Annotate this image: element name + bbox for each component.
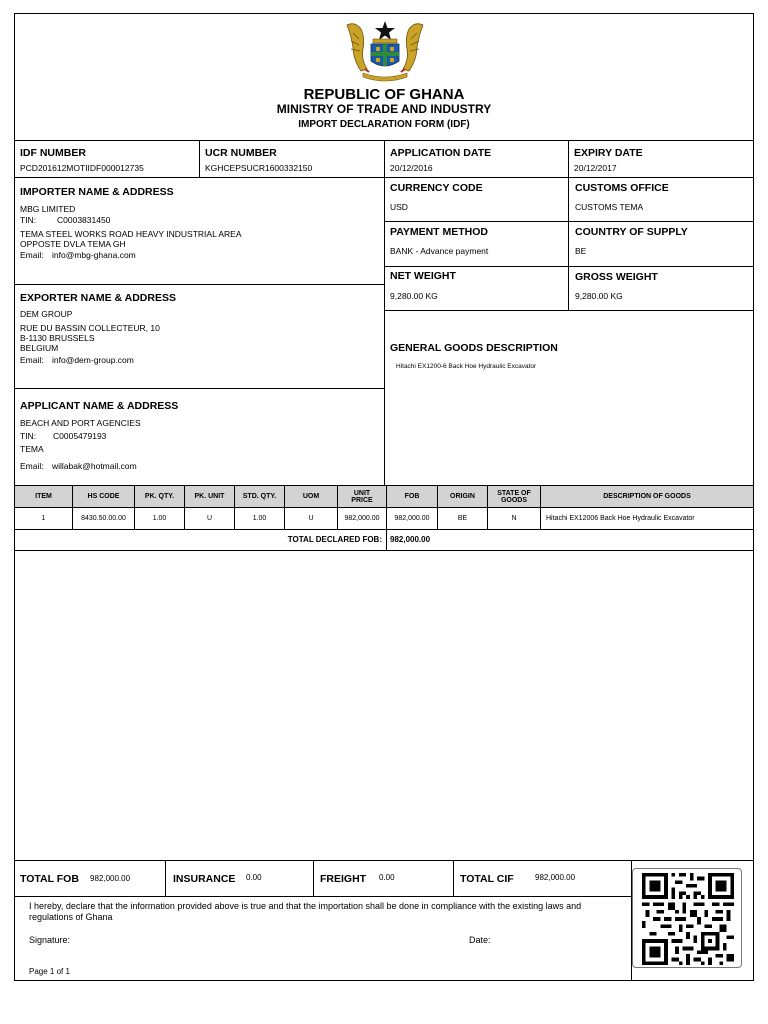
ministry-title: MINISTRY OF TRADE AND INDUSTRY xyxy=(276,102,492,116)
col-header-unit-price: UNIT PRICE xyxy=(351,489,373,504)
cell-unit-price: 982,000.00 xyxy=(344,515,380,522)
cell-pk-unit: U xyxy=(206,515,213,522)
ucr-number-value: KGHCEPSUCR1600332150 xyxy=(205,163,313,173)
goods-description-label: GENERAL GOODS DESCRIPTION xyxy=(390,342,558,354)
signature-label: Signature: xyxy=(29,935,71,945)
applicant-address-line1: TEMA xyxy=(20,444,44,454)
idf-number-value: PCD201612MOTIIDF000012735 xyxy=(20,163,144,173)
net-weight-value: 9,280.00 KG xyxy=(390,291,438,301)
country-of-supply-label: COUNTRY OF SUPPLY xyxy=(575,226,688,238)
col-header-fob: FOB xyxy=(404,493,420,501)
importer-address-line2: OPPOSTE DVLA TEMA GH xyxy=(20,239,126,249)
date-label: Date: xyxy=(469,935,491,945)
ucr-number-label: UCR NUMBER xyxy=(205,147,277,159)
col-header-item: ITEM xyxy=(35,493,52,501)
importer-label: IMPORTER NAME & ADDRESS xyxy=(20,186,174,198)
net-weight-label: NET WEIGHT xyxy=(390,270,456,282)
page-number: Page 1 of 1 xyxy=(29,967,70,976)
expiry-date-value: 20/12/2017 xyxy=(574,163,617,173)
qr-code-frame xyxy=(632,868,742,968)
applicant-name: BEACH AND PORT AGENCIES xyxy=(20,418,141,428)
col-header-uom: UOM xyxy=(302,493,320,501)
expiry-date-label: EXPIRY DATE xyxy=(574,147,643,159)
form-title: IMPORT DECLARATION FORM (IDF) xyxy=(298,119,470,130)
col-header-pk-qty: PK. QTY. xyxy=(144,493,175,501)
total-fob-label: TOTAL FOB xyxy=(20,873,79,885)
exporter-email-label: Email: xyxy=(20,355,44,365)
applicant-tin: C0005479193 xyxy=(53,431,107,441)
exporter-address-line2: B-1130 BRUSSELS xyxy=(20,333,95,343)
cell-hs-code: 8430.50.00.00 xyxy=(81,515,126,522)
applicant-email: willabak@hotmail.com xyxy=(52,461,137,471)
col-header-hs-code: HS CODE xyxy=(87,493,120,501)
customs-office-label: CUSTOMS OFFICE xyxy=(575,182,669,194)
application-date-value: 20/12/2016 xyxy=(390,163,433,173)
cell-description: Hitachi EX12006 Back Hoe Hydraulic Excavator xyxy=(546,515,695,522)
applicant-label: APPLICANT NAME & ADDRESS xyxy=(20,400,179,412)
freight-value: 0.00 xyxy=(379,873,395,882)
importer-tin-label: TIN: xyxy=(20,215,37,225)
application-date-label: APPLICATION DATE xyxy=(390,147,492,159)
goods-description-value: Hitachi EX1200-6 Back Hoe Hydraulic Excavator xyxy=(396,363,537,370)
exporter-address-line3: BELGIUM xyxy=(20,343,59,353)
currency-code-label: CURRENCY CODE xyxy=(390,182,483,194)
cell-pk-qty: 1.00 xyxy=(152,515,167,522)
customs-office-value: CUSTOMS TEMA xyxy=(575,202,644,212)
country-title: REPUBLIC OF GHANA xyxy=(303,86,465,103)
gross-weight-label: GROSS WEIGHT xyxy=(575,271,658,283)
cell-fob: 982,000.00 xyxy=(394,515,430,522)
currency-code-value: USD xyxy=(390,202,408,212)
exporter-label: EXPORTER NAME & ADDRESS xyxy=(20,292,176,304)
importer-address-line1: TEMA STEEL WORKS ROAD HEAVY INDUSTRIAL AREA xyxy=(20,229,242,239)
applicant-tin-label: TIN: xyxy=(20,431,37,441)
total-fob-value: 982,000.00 xyxy=(90,874,131,883)
cell-uom: U xyxy=(308,515,314,522)
gross-weight-value: 9,280.00 KG xyxy=(575,291,623,301)
importer-name: MBG LIMITED xyxy=(20,204,76,214)
total-cif-label: TOTAL CIF xyxy=(460,873,514,885)
payment-method-value: BANK - Advance payment xyxy=(390,246,489,256)
country-of-supply-value: BE xyxy=(575,246,587,256)
idf-number-label: IDF NUMBER xyxy=(20,147,86,159)
importer-tin: C0003831450 xyxy=(57,215,111,225)
exporter-name: DEM GROUP xyxy=(20,309,73,319)
cell-origin: BE xyxy=(457,515,468,522)
exporter-email: info@dem-group.com xyxy=(52,355,134,365)
declaration-text: I hereby, declare that the information provided above is true and that the importation shall be done in compliance with the existing laws and regulations of Ghana xyxy=(29,901,582,922)
qr-code-icon xyxy=(641,873,735,965)
insurance-value: 0.00 xyxy=(246,873,262,882)
col-header-state-of-goods: STATE OF GOODS xyxy=(497,489,531,504)
col-header-description: DESCRIPTION OF GOODS xyxy=(603,493,691,501)
total-cif-value: 982,000.00 xyxy=(535,873,576,882)
importer-email: info@mbg-ghana.com xyxy=(52,250,136,260)
payment-method-label: PAYMENT METHOD xyxy=(390,226,489,238)
col-header-std-qty: STD. QTY. xyxy=(242,493,277,501)
col-header-origin: ORIGIN xyxy=(450,493,475,501)
importer-email-label: Email: xyxy=(20,250,44,260)
ghana-coat-of-arms-icon xyxy=(343,19,427,85)
exporter-address-line1: RUE DU BASSIN COLLECTEUR, 10 xyxy=(20,323,160,333)
insurance-label: INSURANCE xyxy=(173,873,236,885)
cell-state-of-goods: N xyxy=(511,515,517,522)
applicant-email-label: Email: xyxy=(20,461,44,471)
total-declared-fob-label: TOTAL DECLARED FOB: xyxy=(287,535,382,544)
cell-item: 1 xyxy=(41,515,46,522)
cell-std-qty: 1.00 xyxy=(252,515,267,522)
freight-label: FREIGHT xyxy=(320,873,367,885)
col-header-pk-unit: PK. UNIT xyxy=(194,493,225,501)
total-declared-fob-value: 982,000.00 xyxy=(390,535,431,544)
